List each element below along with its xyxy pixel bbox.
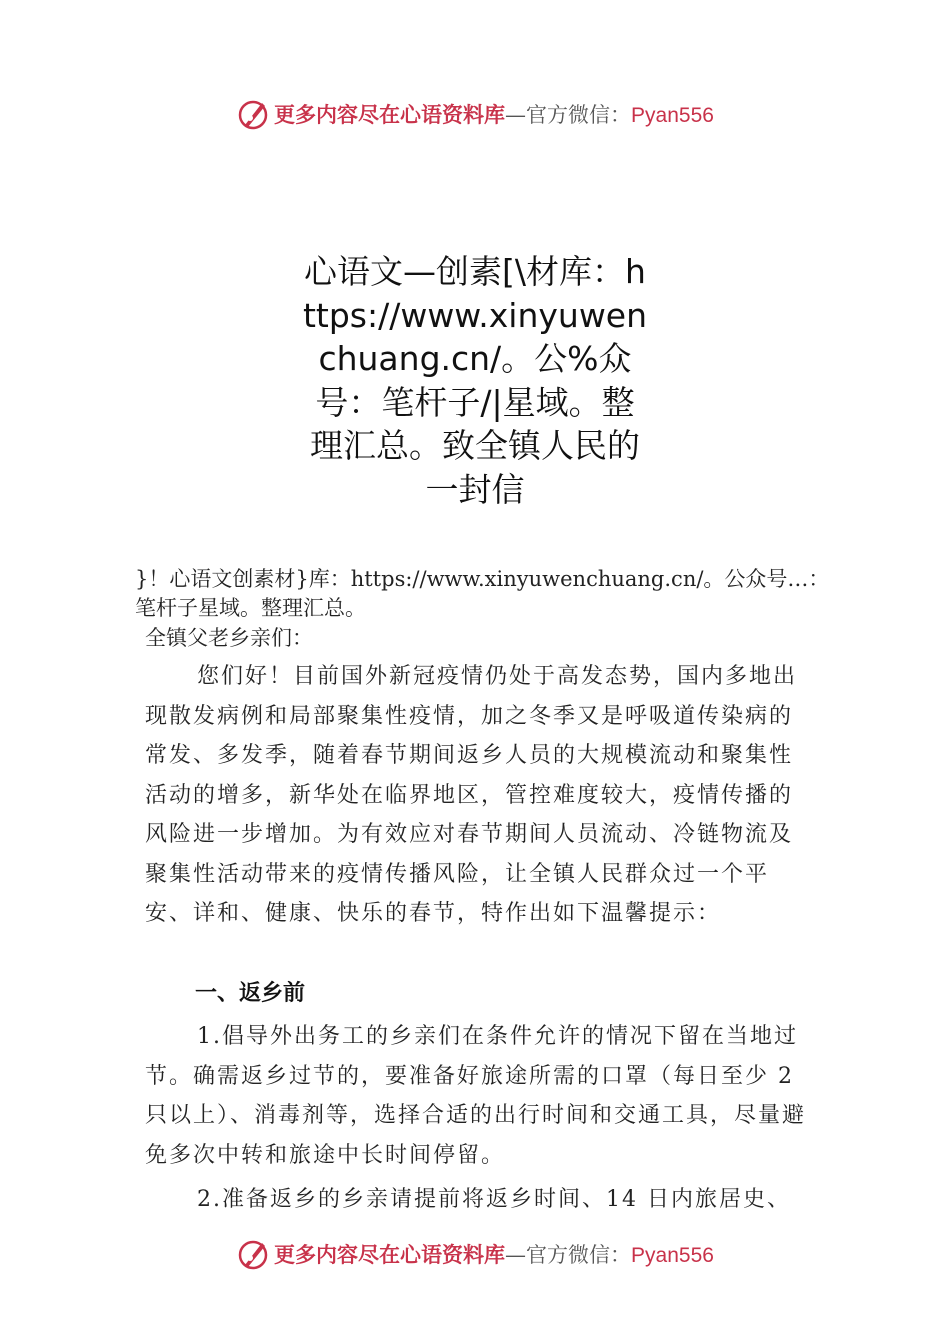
banner-wechat-label: 官方微信： [526, 1243, 632, 1267]
banner-text [274, 1239, 714, 1269]
banner-dash: — [505, 1243, 527, 1267]
document-title: 心语文—创素[\材库：https://www.xinyuwenchuang.cn/。公%众号：笔杆子/|星域。整理汇总。致全镇人民的一封信 [302, 252, 648, 509]
intro-paragraph: 您们好！目前国外新冠疫情仍处于高发态势，国内多地出现散发病例和局部聚集性疫情，加之冬季又是呼吸道传染病的常发、多发季，随着春节期间返乡人员的大规模流动和聚集性活动的增多，新华处在临界地区，管控难度较大，疫情传播的风险进一步增加。为有效应对春节期间人员流动、冷链物流及聚集性活动带来的疫情传播风险，让全镇人民群众过一个平安、详和、健康、快乐的春节，特作出如下温馨提示： [145, 664, 798, 926]
footer-banner [0, 1234, 950, 1274]
banner-wechat-id: Pyan556 [631, 104, 714, 127]
banner-main-text: 更多内容尽在心语资料库 [274, 102, 506, 127]
salutation: 全镇父老乡亲们： [145, 626, 313, 650]
banner-wechat-id: Pyan556 [631, 1244, 714, 1267]
pen-seal-logo-icon [236, 97, 270, 131]
meta-line: }！心语文创素材}库：https://www.xinyuwenchuang.cn/。公众号…：笔杆子星域。整理汇总。 [135, 567, 830, 620]
pen-seal-logo-icon [236, 1237, 270, 1271]
banner-main-text: 更多内容尽在心语资料库 [274, 1242, 506, 1267]
header-banner [0, 94, 950, 134]
banner-text [274, 99, 714, 129]
banner-wechat-label: 官方微信： [526, 103, 632, 127]
list-item: 1.倡导外出务工的乡亲们在条件允许的情况下留在当地过节。确需返乡过节的，要准备好旅途所需的口罩（每日至少 2 只以上）、消毒剂等，选择合适的出行时间和交通工具，尽量避免多次中转和旅途中长时间停留。 [145, 1024, 807, 1168]
section-heading: 一、返乡前 [195, 981, 306, 1006]
banner-dash: — [505, 103, 527, 127]
list-item: 2.准备返乡的乡亲请提前将返乡时间、14 日内旅居史、 [197, 1187, 791, 1212]
